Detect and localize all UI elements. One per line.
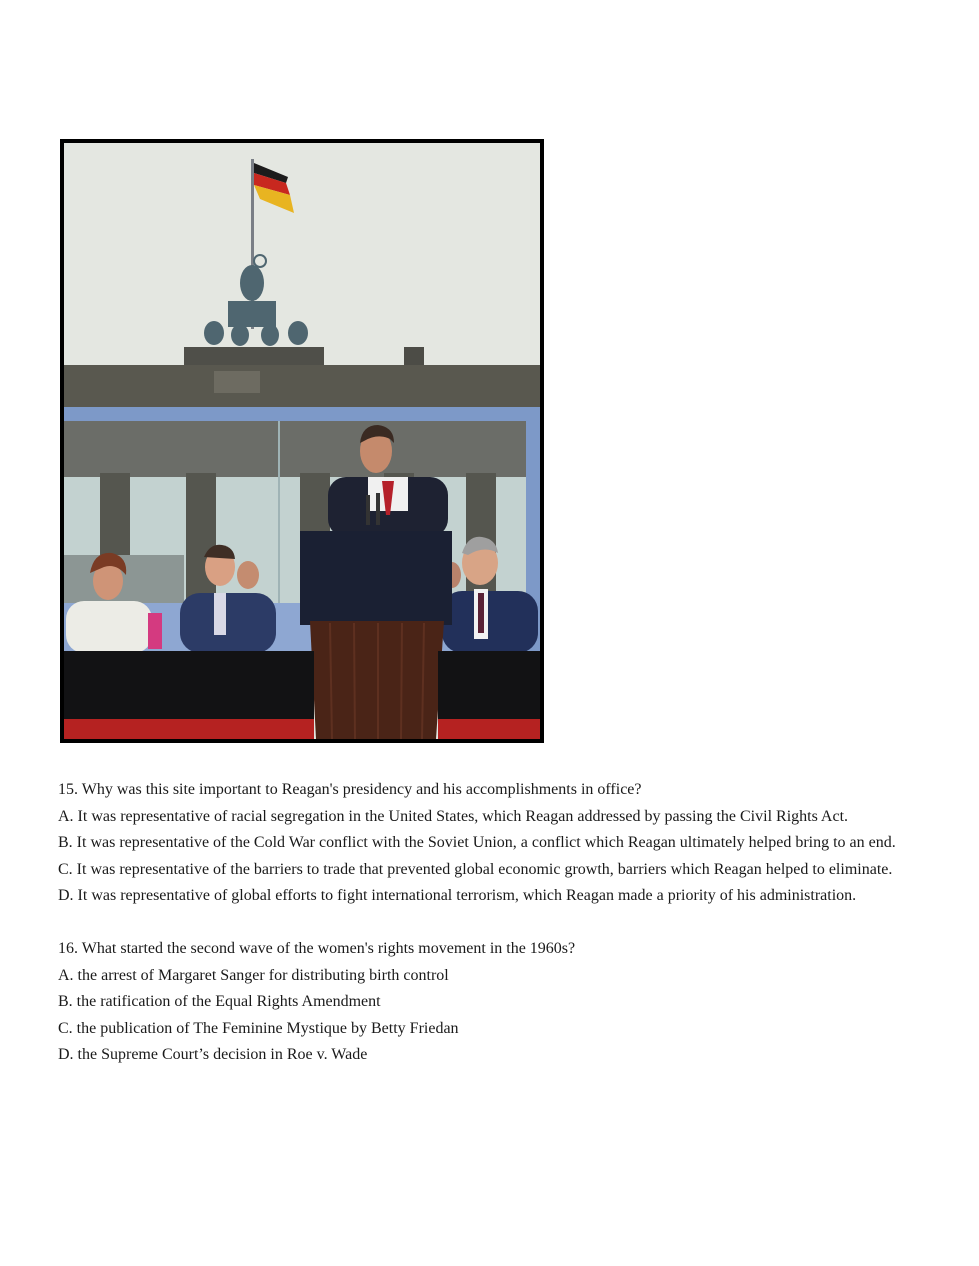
question-15 <box>58 777 928 910</box>
reagan-brandenburg-gate-photo <box>64 143 540 739</box>
question-stem: 16. What started the second wave of the women's rights movement in the 1960s? <box>58 940 576 957</box>
answer-option: A. It was representative of racial segregation in the United States, which Reagan addressed by passing the Civil Rights Act. <box>58 807 849 825</box>
question-16 <box>58 936 928 1069</box>
answer-option: B. It was representative of the Cold War conflict with the Soviet Union, a conflict which Reagan ultimately helped bring to an end. <box>58 834 896 851</box>
answer-option: B. the ratification of the Equal Rights Amendment <box>58 993 381 1010</box>
question-stem: 15. Why was this site important to Reagan's presidency and his accomplishments in office? <box>58 781 642 798</box>
question-list <box>58 777 928 1069</box>
answer-option: D. It was representative of global efforts to fight international terrorism, which Reagan made a priority of his administration. <box>58 887 857 904</box>
answer-option: C. the publication of The Feminine Mystique by Betty Friedan <box>58 1019 459 1037</box>
photo-frame <box>60 139 544 743</box>
podium <box>300 531 452 739</box>
answer-option: A. the arrest of Margaret Sanger for distributing birth control <box>58 966 449 984</box>
answer-option: C. It was representative of the barriers to trade that prevented global economic growth, barriers which Reagan helped to eliminate. <box>58 860 893 878</box>
answer-option: D. the Supreme Court’s decision in Roe v. Wade <box>58 1046 368 1063</box>
